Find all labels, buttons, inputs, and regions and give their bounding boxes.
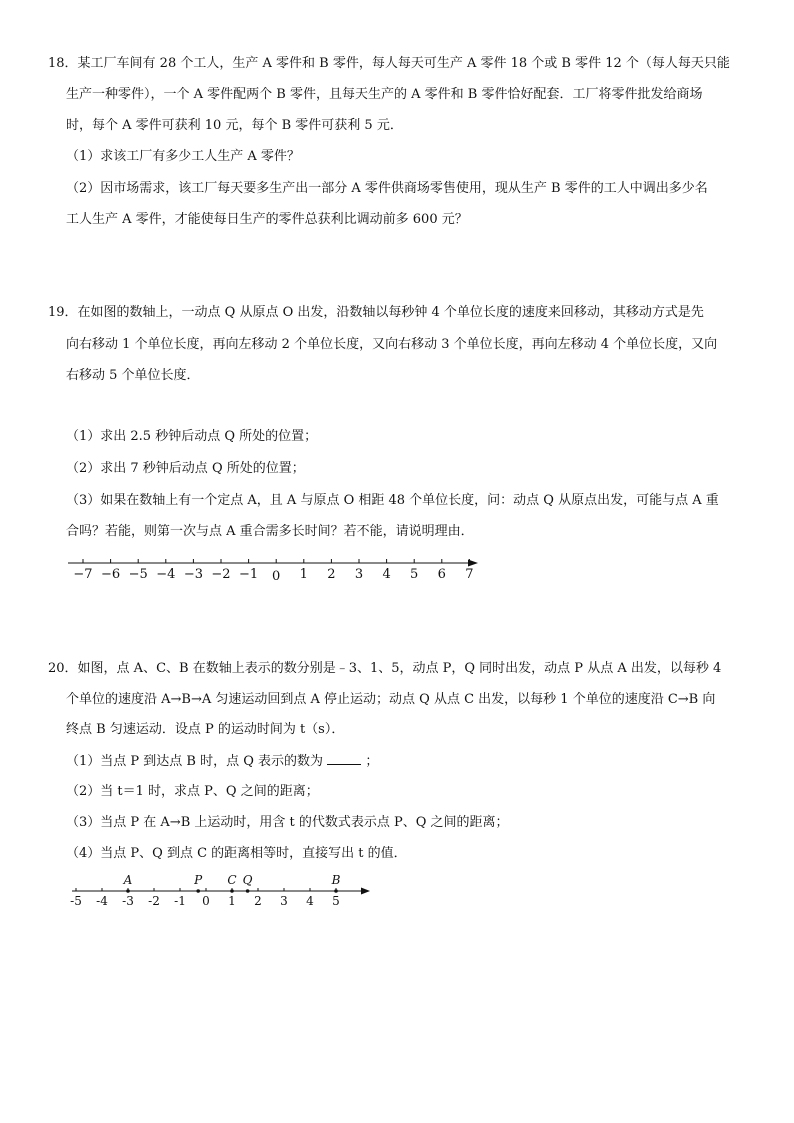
q20-point-label-b: B: [331, 873, 341, 887]
q19-tick-label: 4: [382, 567, 391, 582]
q19-tick-label: 5: [410, 567, 419, 582]
q18-line-2: 生产一种零件），一个 A 零件配两个 B 零件，且每天生产的 A 零件和 B 零件恰好配套．工厂将零件批发给商场: [66, 87, 703, 102]
q20-point-label-a: A: [123, 873, 133, 887]
q20-point-b: [334, 889, 338, 893]
q19-tick-label: −7: [73, 567, 93, 582]
q20-tick-label: 2: [254, 894, 262, 908]
q20-tick-label: -4: [96, 894, 108, 908]
q20-sub-1: [66, 752, 378, 771]
q20-tick-label: 1: [228, 894, 236, 908]
q20-sub-4: （4）当点 P、Q 到点 C 的距离相等时，直接写出 t 的值．: [66, 846, 407, 861]
q20-sub-3: （3）当点 P 在 A→B 上运动时，用含 t 的代数式表示点 P、Q 之间的距离；: [66, 815, 509, 830]
q18-sub-2b: 工人生产 A 零件，才能使每日生产的零件总获利比调动前多 600 元？: [66, 212, 468, 227]
q19-tick-label: −4: [156, 567, 176, 582]
q19-tick-label: 1: [299, 567, 308, 582]
q20-sub-2: （2）当 t＝1 时，求点 P、Q 之间的距离；: [66, 784, 319, 799]
q19-tick-label: 2: [327, 567, 336, 582]
q20-sub-1-text: （1）当点 P 到达点 B 时，点 Q 表示的数为: [66, 754, 324, 769]
q20-tick-label: 0: [202, 894, 210, 908]
q19-sub-1: （1）求出 2.5 秒钟后动点 Q 所处的位置；: [66, 429, 318, 444]
q20-line-1: 20．如图，点 A、C、B 在数轴上表示的数分别是﹣3、1、5，动点 P，Q 同时出发，动点 P 从点 A 出发，以每秒 4: [48, 661, 722, 676]
q19-tick-label: −5: [128, 567, 148, 582]
q20-number-line: [62, 872, 382, 910]
q20-axis-arrow: [361, 888, 370, 895]
q20-tick-label: 3: [280, 894, 288, 908]
q19-tick-label: 0: [272, 569, 281, 584]
answer-blank[interactable]: [327, 752, 361, 765]
q20-point-label-p: P: [194, 873, 203, 887]
q19-tick-label: 7: [465, 567, 474, 582]
q19-tick-label: 3: [354, 567, 364, 582]
q20-tick-label: 5: [332, 894, 340, 908]
q18-line-3: 时，每个 A 零件可获利 10 元，每个 B 零件可获利 5 元．: [66, 118, 403, 133]
q19-tick-label: −2: [211, 567, 231, 582]
q19-number-line: [60, 553, 490, 589]
q20-line-3: 终点 B 匀速运动．设点 P 的运动时间为 t（s）．: [66, 722, 345, 737]
q19-sub-3b: 合吗？若能，则第一次与点 A 重合需多长时间？若不能，请说明理由．: [66, 524, 474, 539]
q20-point-label-c: C: [227, 873, 237, 887]
q20-tick-label: -5: [70, 894, 82, 908]
q19-line-2: 向右移动 1 个单位长度，再向左移动 2 个单位长度，又向右移动 3 个单位长度，再向左移动 4 个单位长度，又向: [66, 337, 718, 352]
q20-point-label-q: Q: [242, 873, 253, 887]
q20-point-p: [196, 889, 200, 893]
q20-tick-label: -3: [122, 894, 134, 908]
q19-tick-label: −6: [101, 567, 121, 582]
q19-tick-label: −3: [183, 567, 203, 582]
q19-tick-label: −1: [239, 567, 259, 582]
q18-sub-2a: （2）因市场需求，该工厂每天要多生产出一部分 A 零件供商场零售使用，现从生产 B 零件的工人中调出多少名: [66, 181, 708, 196]
q20-point-a: [126, 889, 130, 893]
q20-line-2: 个单位的速度沿 A→B→A 匀速运动回到点 A 停止运动；动点 Q 从点 C 出发，以每秒 1 个单位的速度沿 C→B 向: [66, 692, 716, 707]
q20-sub-1-end: ；: [365, 754, 379, 769]
q20-tick-label: 4: [306, 894, 314, 908]
q20-point-q: [246, 889, 250, 893]
q19-tick-label: 6: [437, 567, 446, 582]
q20-tick-label: -1: [174, 894, 186, 908]
q18-sub-1: （1）求该工厂有多少工人生产 A 零件？: [66, 149, 300, 164]
q19-sub-3a: （3）如果在数轴上有一个定点 A，且 A 与原点 O 相距 48 个单位长度，问：动点 Q 从原点出发，可能与点 A 重: [66, 493, 719, 508]
q19-line-3: 右移动 5 个单位长度．: [66, 368, 200, 383]
q18-line-1: 18．某工厂车间有 28 个工人，生产 A 零件和 B 零件，每人每天可生产 A 零件 18 个或 B 零件 12 个（每人每天只能: [48, 56, 730, 71]
q19-line-1: 19．在如图的数轴上，一动点 Q 从原点 O 出发，沿数轴以每秒钟 4 个单位长度的速度来回移动，其移动方式是先: [48, 305, 704, 320]
q19-sub-2: （2）求出 7 秒钟后动点 Q 所处的位置；: [66, 461, 305, 476]
q20-tick-label: -2: [148, 894, 160, 908]
q20-point-c: [230, 889, 234, 893]
